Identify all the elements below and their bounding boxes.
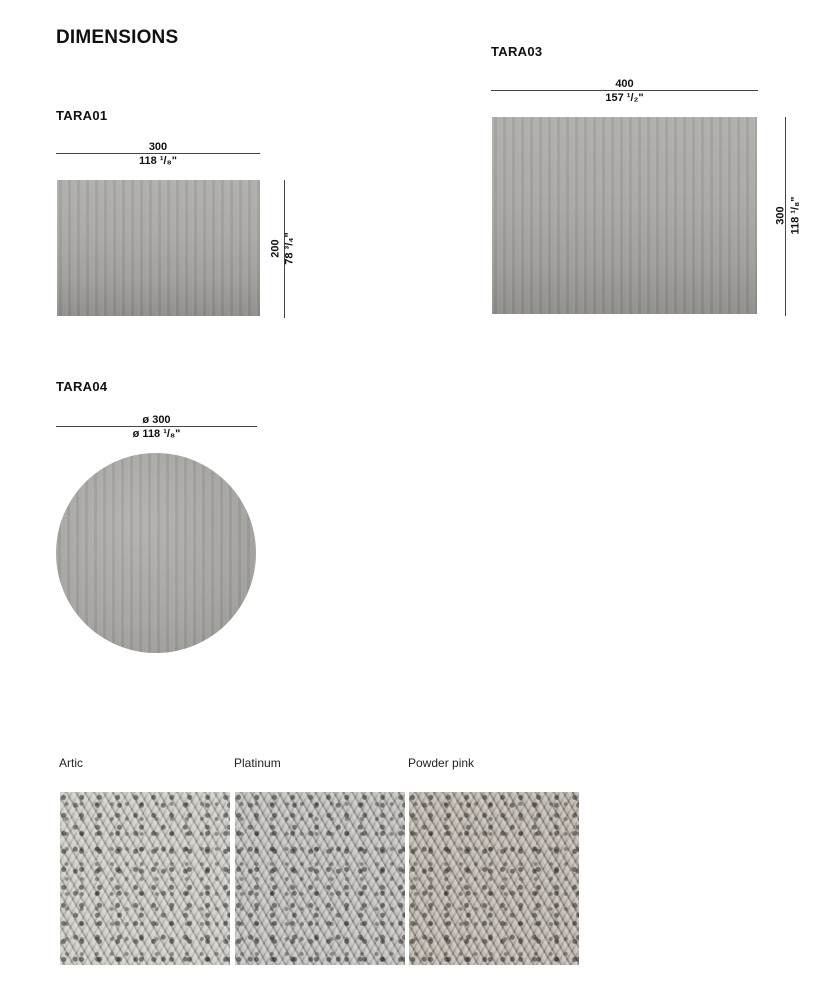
diameter-cm-label: ø 300 (142, 414, 171, 426)
depth-cm-label: 300 (774, 206, 787, 225)
swatch-label-artic: Artic (59, 756, 83, 770)
depth-inch-label: 78 ³/₄" (283, 232, 296, 265)
rug-rectangle-image (492, 117, 757, 314)
diameter-inch-label: ø 118 ¹/₈" (132, 428, 181, 440)
depth-inch-wrap (766, 196, 816, 235)
rug-rectangle-image (57, 180, 260, 316)
swatch-powder-pink (409, 792, 579, 965)
width-inch-label: 157 ¹/₂" (605, 92, 644, 104)
width-dimension-line (491, 90, 758, 91)
rug-round-image (56, 453, 256, 653)
width-inch-label: 118 ¹/₈" (139, 155, 177, 167)
depth-inch-label: 118 ¹/₈" (789, 196, 802, 235)
swatch-label-platinum: Platinum (234, 756, 281, 770)
product-code: TARA01 (56, 108, 108, 123)
swatch-label-powder-pink: Powder pink (408, 756, 475, 770)
swatch-platinum (235, 792, 405, 965)
product-code: TARA03 (491, 44, 543, 59)
width-cm-label: 400 (615, 78, 634, 90)
product-code: TARA04 (56, 379, 108, 394)
diameter-dimension-line (56, 426, 257, 427)
depth-cm-label: 200 (269, 239, 282, 258)
width-dimension-line (56, 153, 260, 154)
swatch-artic (60, 792, 230, 965)
page-title: DIMENSIONS (56, 27, 179, 48)
depth-inch-wrap (270, 232, 320, 265)
width-cm-label: 300 (148, 141, 168, 153)
